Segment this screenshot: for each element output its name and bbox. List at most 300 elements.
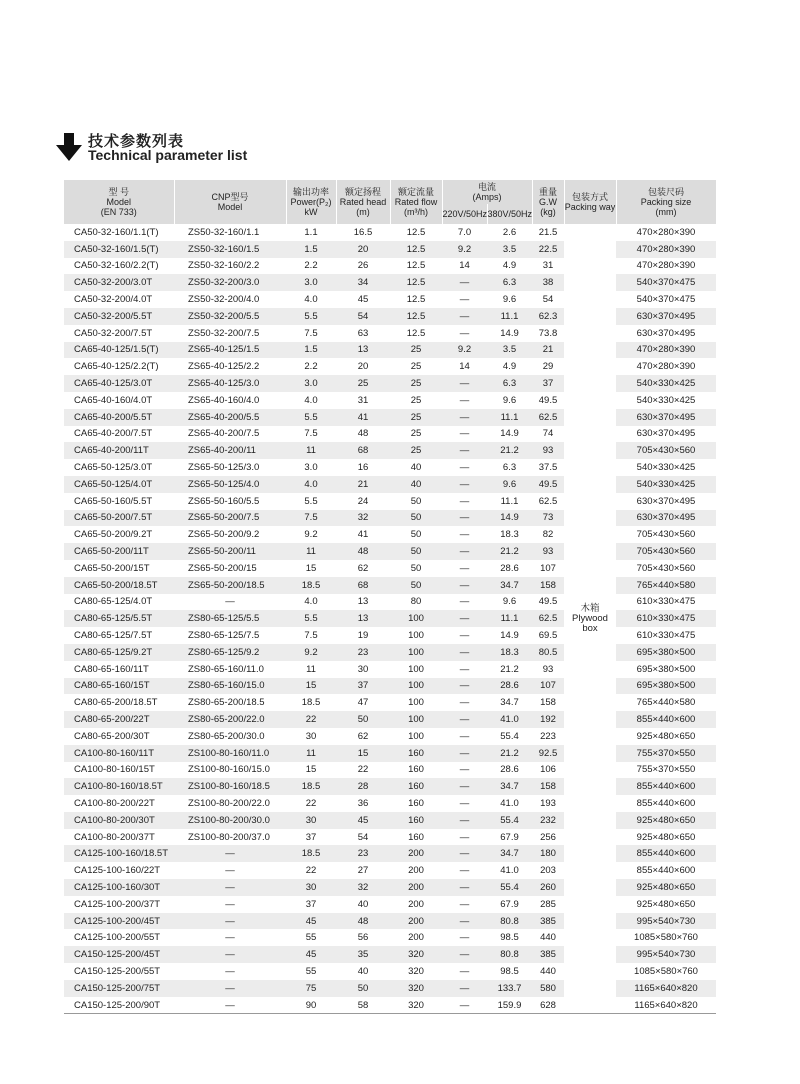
cell-amp220: — [442, 929, 487, 946]
cell-head: 19 [336, 627, 390, 644]
cell-flow: 320 [390, 980, 442, 997]
cell-amp380: 28.6 [487, 762, 532, 779]
cell-power: 4.0 [286, 291, 336, 308]
cell-size: 470×280×390 [616, 224, 716, 241]
table-row [64, 543, 716, 560]
cell-amp380: 55.4 [487, 812, 532, 829]
cell-weight: 21.5 [532, 224, 564, 241]
table-row [64, 661, 716, 678]
cell-cnp: ZS100-80-160/18.5 [174, 778, 286, 795]
cell-size: 925×480×650 [616, 829, 716, 846]
cell-amp220: — [442, 812, 487, 829]
cell-model: CA125-100-200/37T [64, 896, 174, 913]
cell-flow: 160 [390, 778, 442, 795]
cell-model: CA80-65-200/18.5T [64, 694, 174, 711]
table-row [64, 946, 716, 963]
cell-amp380: 6.3 [487, 274, 532, 291]
cell-cnp: ZS65-40-125/3.0 [174, 375, 286, 392]
header-size-cn: 包装尺码 [647, 187, 684, 197]
cell-power: 11 [286, 661, 336, 678]
table-row [64, 829, 716, 846]
cell-flow: 200 [390, 879, 442, 896]
cell-head: 56 [336, 929, 390, 946]
cell-amp220: — [442, 594, 487, 611]
cell-amp380: 14.9 [487, 627, 532, 644]
cell-flow: 12.5 [390, 308, 442, 325]
cell-power: 7.5 [286, 510, 336, 527]
cell-size: 540×330×425 [616, 476, 716, 493]
cell-power: 45 [286, 913, 336, 930]
cell-amp380: 28.6 [487, 560, 532, 577]
table-row [64, 879, 716, 896]
cell-weight: 203 [532, 862, 564, 879]
cell-amp380: 11.1 [487, 610, 532, 627]
cell-model: CA80-65-200/30T [64, 728, 174, 745]
cell-amp380: 98.5 [487, 963, 532, 980]
cell-model: CA65-50-200/18.5T [64, 577, 174, 594]
cell-model: CA125-100-200/45T [64, 913, 174, 930]
cell-flow: 160 [390, 745, 442, 762]
cell-head: 32 [336, 879, 390, 896]
arrow-down-icon [56, 133, 82, 161]
cell-weight: 385 [532, 946, 564, 963]
cell-power: 15 [286, 560, 336, 577]
cell-amp380: 67.9 [487, 896, 532, 913]
cell-flow: 25 [390, 375, 442, 392]
cell-flow: 200 [390, 862, 442, 879]
cell-cnp: ZS65-40-200/5.5 [174, 409, 286, 426]
cell-cnp: ZS100-80-200/30.0 [174, 812, 286, 829]
cell-amp380: 4.9 [487, 258, 532, 275]
cell-amp380: 3.5 [487, 342, 532, 359]
cell-cnp: ZS80-65-125/5.5 [174, 610, 286, 627]
cell-weight: 49.5 [532, 392, 564, 409]
table-row [64, 274, 716, 291]
cell-head: 45 [336, 812, 390, 829]
cell-model: CA100-80-200/30T [64, 812, 174, 829]
cell-flow: 100 [390, 644, 442, 661]
table-row [64, 358, 716, 375]
cell-amp220: — [442, 694, 487, 711]
cell-size: 540×330×425 [616, 375, 716, 392]
cell-cnp: — [174, 594, 286, 611]
cell-cnp: ZS65-40-200/7.5 [174, 426, 286, 443]
cell-weight: 256 [532, 829, 564, 846]
cell-head: 58 [336, 997, 390, 1014]
page-title-en: Technical parameter list [88, 147, 248, 163]
cell-amp380: 41.0 [487, 795, 532, 812]
cell-amp220: 14 [442, 358, 487, 375]
cell-head: 13 [336, 342, 390, 359]
cell-cnp: ZS80-65-200/22.0 [174, 711, 286, 728]
table-row [64, 610, 716, 627]
cell-model: CA150-125-200/90T [64, 997, 174, 1014]
cell-model: CA125-100-160/22T [64, 862, 174, 879]
header-head-en: Rated head [339, 197, 387, 207]
cell-amp380: 80.8 [487, 946, 532, 963]
table-row [64, 694, 716, 711]
cell-size: 755×370×550 [616, 745, 716, 762]
cell-head: 31 [336, 392, 390, 409]
cell-size: 540×330×425 [616, 392, 716, 409]
cell-amp220: — [442, 980, 487, 997]
cell-amp220: — [442, 862, 487, 879]
cell-size: 925×480×650 [616, 812, 716, 829]
cell-cnp: — [174, 963, 286, 980]
cell-cnp: — [174, 913, 286, 930]
cell-cnp: ZS65-50-160/5.5 [174, 493, 286, 510]
cell-flow: 25 [390, 426, 442, 443]
cell-model: CA50-32-160/1.5(T) [64, 241, 174, 258]
cell-amp380: 21.2 [487, 661, 532, 678]
table-row [64, 728, 716, 745]
cell-amp220: — [442, 913, 487, 930]
cell-power: 11 [286, 442, 336, 459]
cell-power: 15 [286, 678, 336, 695]
cell-cnp: ZS50-32-200/7.5 [174, 325, 286, 342]
cell-size: 470×280×390 [616, 342, 716, 359]
cell-amp380: 11.1 [487, 409, 532, 426]
cell-amp380: 98.5 [487, 929, 532, 946]
cell-flow: 25 [390, 342, 442, 359]
cell-model: CA65-50-200/7.5T [64, 510, 174, 527]
cell-amp380: 6.3 [487, 375, 532, 392]
cell-amp380: 34.7 [487, 778, 532, 795]
cell-head: 32 [336, 510, 390, 527]
cell-weight: 80.5 [532, 644, 564, 661]
cell-amp220: 9.2 [442, 241, 487, 258]
cell-cnp: ZS65-50-200/11 [174, 543, 286, 560]
packing-way-cn: 木箱 [580, 602, 600, 614]
cell-model: CA65-50-160/5.5T [64, 493, 174, 510]
cell-cnp: ZS50-32-200/4.0 [174, 291, 286, 308]
cell-size: 705×430×560 [616, 543, 716, 560]
table-row [64, 896, 716, 913]
header-cnp-en: Model [217, 202, 243, 212]
table-row [64, 258, 716, 275]
cell-size: 705×430×560 [616, 526, 716, 543]
header-current [442, 180, 532, 204]
table-row [64, 375, 716, 392]
cell-amp220: — [442, 409, 487, 426]
cell-cnp: — [174, 862, 286, 879]
cell-weight: 92.5 [532, 745, 564, 762]
cell-size: 470×280×390 [616, 241, 716, 258]
cell-flow: 100 [390, 728, 442, 745]
cell-size: 630×370×495 [616, 426, 716, 443]
cell-size: 765×440×580 [616, 577, 716, 594]
table-row [64, 644, 716, 661]
cell-power: 7.5 [286, 426, 336, 443]
cell-amp220: — [442, 476, 487, 493]
cell-flow: 100 [390, 627, 442, 644]
header-model-std: (EN 733) [100, 207, 137, 217]
cell-cnp: — [174, 997, 286, 1014]
table-row [64, 476, 716, 493]
cell-power: 5.5 [286, 610, 336, 627]
cell-amp220: — [442, 795, 487, 812]
cell-power: 3.0 [286, 375, 336, 392]
cell-head: 68 [336, 442, 390, 459]
cell-size: 630×370×495 [616, 308, 716, 325]
table-row [64, 929, 716, 946]
cell-power: 22 [286, 862, 336, 879]
header-weight [532, 180, 564, 224]
cell-weight: 158 [532, 778, 564, 795]
cell-flow: 80 [390, 594, 442, 611]
cell-weight: 223 [532, 728, 564, 745]
cell-power: 11 [286, 745, 336, 762]
header-flow-cn: 额定流量 [397, 187, 434, 197]
cell-size: 925×480×650 [616, 728, 716, 745]
table-row [64, 913, 716, 930]
cell-power: 5.5 [286, 308, 336, 325]
cell-power: 9.2 [286, 644, 336, 661]
cell-flow: 320 [390, 963, 442, 980]
header-flow [390, 180, 442, 224]
cell-cnp: ZS50-32-160/2.2 [174, 258, 286, 275]
cell-amp220: — [442, 291, 487, 308]
cell-size: 855×440×600 [616, 711, 716, 728]
cell-power: 37 [286, 829, 336, 846]
cell-flow: 320 [390, 946, 442, 963]
cell-flow: 12.5 [390, 258, 442, 275]
cell-weight: 62.5 [532, 409, 564, 426]
cell-amp220: — [442, 375, 487, 392]
cell-head: 24 [336, 493, 390, 510]
cell-power: 18.5 [286, 778, 336, 795]
cell-flow: 160 [390, 762, 442, 779]
cell-flow: 12.5 [390, 325, 442, 342]
cell-amp380: 55.4 [487, 728, 532, 745]
cell-power: 5.5 [286, 409, 336, 426]
cell-cnp: ZS65-50-200/18.5 [174, 577, 286, 594]
cell-power: 18.5 [286, 845, 336, 862]
technical-parameter-table [64, 180, 717, 1013]
cell-model: CA80-65-125/4.0T [64, 594, 174, 611]
cell-flow: 25 [390, 358, 442, 375]
cell-flow: 100 [390, 711, 442, 728]
header-model-cn: 型 号 [108, 187, 129, 197]
cell-model: CA65-50-125/3.0T [64, 459, 174, 476]
cell-size: 610×330×475 [616, 627, 716, 644]
cell-size: 630×370×495 [616, 325, 716, 342]
page-title-cn: 技术参数列表 [88, 132, 185, 150]
cell-model: CA80-65-160/11T [64, 661, 174, 678]
table-row [64, 560, 716, 577]
cell-cnp: — [174, 929, 286, 946]
cell-amp380: 159.9 [487, 997, 532, 1014]
cell-flow: 40 [390, 476, 442, 493]
header-model-en: Model [106, 197, 131, 207]
cell-power: 4.0 [286, 594, 336, 611]
cell-model: CA50-32-200/3.0T [64, 274, 174, 291]
table-row [64, 308, 716, 325]
header-current-en: (Amps) [472, 192, 502, 202]
cell-amp380: 3.5 [487, 241, 532, 258]
cell-size: 630×370×495 [616, 409, 716, 426]
cell-amp380: 34.7 [487, 577, 532, 594]
cell-flow: 50 [390, 510, 442, 527]
cell-weight: 21 [532, 342, 564, 359]
cell-head: 62 [336, 560, 390, 577]
cell-cnp: — [174, 879, 286, 896]
cell-size: 1165×640×820 [616, 997, 716, 1014]
cell-amp220: — [442, 661, 487, 678]
cell-weight: 62.5 [532, 493, 564, 510]
cell-head: 37 [336, 678, 390, 695]
table-row [64, 845, 716, 862]
cell-head: 48 [336, 913, 390, 930]
cell-size: 1085×580×760 [616, 963, 716, 980]
cell-head: 54 [336, 829, 390, 846]
cell-head: 47 [336, 694, 390, 711]
cell-model: CA100-80-160/11T [64, 745, 174, 762]
cell-power: 30 [286, 812, 336, 829]
cell-flow: 25 [390, 409, 442, 426]
table-row [64, 442, 716, 459]
cell-flow: 12.5 [390, 274, 442, 291]
cell-head: 50 [336, 980, 390, 997]
cell-amp380: 67.9 [487, 829, 532, 846]
cell-weight: 37 [532, 375, 564, 392]
cell-weight: 93 [532, 442, 564, 459]
cell-amp220: — [442, 577, 487, 594]
cell-power: 37 [286, 896, 336, 913]
cell-amp380: 34.7 [487, 845, 532, 862]
header-power-cn: 输出功率 [292, 187, 329, 197]
cell-model: CA65-40-200/7.5T [64, 426, 174, 443]
cell-head: 13 [336, 610, 390, 627]
cell-amp220: — [442, 762, 487, 779]
cell-head: 40 [336, 963, 390, 980]
header-current-380v: 380V/50Hz [487, 204, 532, 224]
header-current-cn: 电流 [477, 182, 496, 192]
cell-weight: 62.5 [532, 610, 564, 627]
header-head-unit: (m) [356, 207, 370, 217]
table-row [64, 980, 716, 997]
cell-model: CA150-125-200/55T [64, 963, 174, 980]
cell-weight: 69.5 [532, 627, 564, 644]
cell-model: CA65-40-125/1.5(T) [64, 342, 174, 359]
cell-weight: 22.5 [532, 241, 564, 258]
cell-model: CA125-100-160/18.5T [64, 845, 174, 862]
header-power-unit: kW [304, 207, 318, 217]
cell-cnp: ZS50-32-160/1.1 [174, 224, 286, 241]
cell-cnp: — [174, 845, 286, 862]
cell-amp380: 41.0 [487, 711, 532, 728]
cell-amp220: — [442, 963, 487, 980]
cell-flow: 12.5 [390, 241, 442, 258]
cell-cnp: — [174, 896, 286, 913]
cell-weight: 31 [532, 258, 564, 275]
cell-amp380: 11.1 [487, 308, 532, 325]
cell-size: 855×440×600 [616, 795, 716, 812]
cell-power: 18.5 [286, 577, 336, 594]
cell-model: CA80-65-200/22T [64, 711, 174, 728]
cell-amp220: — [442, 543, 487, 560]
cell-size: 540×330×425 [616, 459, 716, 476]
cell-cnp: — [174, 946, 286, 963]
cell-amp380: 80.8 [487, 913, 532, 930]
cell-power: 5.5 [286, 493, 336, 510]
cell-cnp: ZS65-40-160/4.0 [174, 392, 286, 409]
cell-amp380: 14.9 [487, 325, 532, 342]
table-row [64, 762, 716, 779]
cell-head: 13 [336, 594, 390, 611]
cell-weight: 37.5 [532, 459, 564, 476]
cell-weight: 285 [532, 896, 564, 913]
cell-power: 1.5 [286, 241, 336, 258]
table-row [64, 493, 716, 510]
table-row [64, 594, 716, 611]
cell-model: CA150-125-200/75T [64, 980, 174, 997]
table-row [64, 224, 716, 241]
cell-flow: 40 [390, 459, 442, 476]
cell-weight: 440 [532, 963, 564, 980]
table-row [64, 241, 716, 258]
cell-flow: 50 [390, 543, 442, 560]
cell-flow: 25 [390, 392, 442, 409]
cell-power: 1.1 [286, 224, 336, 241]
cell-weight: 82 [532, 526, 564, 543]
cell-model: CA100-80-200/22T [64, 795, 174, 812]
cell-amp220: — [442, 442, 487, 459]
cell-amp380: 6.3 [487, 459, 532, 476]
cell-cnp: ZS80-65-160/15.0 [174, 678, 286, 695]
table-body [64, 224, 716, 1013]
cell-flow: 100 [390, 678, 442, 695]
cell-head: 23 [336, 845, 390, 862]
cell-amp220: — [442, 308, 487, 325]
cell-amp380: 34.7 [487, 694, 532, 711]
cell-model: CA50-32-160/2.2(T) [64, 258, 174, 275]
cell-model: CA65-50-125/4.0T [64, 476, 174, 493]
header-head-cn: 额定扬程 [344, 187, 381, 197]
cell-amp220: — [442, 274, 487, 291]
cell-amp220: — [442, 610, 487, 627]
packing-way-en2: box [582, 622, 598, 634]
cell-amp220: — [442, 997, 487, 1014]
cell-power: 3.0 [286, 459, 336, 476]
cell-flow: 50 [390, 577, 442, 594]
cell-power: 75 [286, 980, 336, 997]
cell-weight: 93 [532, 543, 564, 560]
cell-weight: 260 [532, 879, 564, 896]
cell-amp220: — [442, 459, 487, 476]
cell-model: CA65-40-125/2.2(T) [64, 358, 174, 375]
cell-size: 695×380×500 [616, 644, 716, 661]
cell-size: 705×430×560 [616, 442, 716, 459]
cell-amp220: — [442, 896, 487, 913]
cell-cnp: ZS65-50-125/3.0 [174, 459, 286, 476]
cell-amp220: — [442, 325, 487, 342]
cell-amp380: 14.9 [487, 510, 532, 527]
cell-flow: 200 [390, 845, 442, 862]
cell-amp220: 9.2 [442, 342, 487, 359]
cell-head: 30 [336, 661, 390, 678]
cell-weight: 158 [532, 577, 564, 594]
cell-cnp: ZS65-40-125/1.5 [174, 342, 286, 359]
cell-size: 705×430×560 [616, 560, 716, 577]
cell-model: CA100-80-200/37T [64, 829, 174, 846]
cell-size: 925×480×650 [616, 896, 716, 913]
cell-head: 15 [336, 745, 390, 762]
cell-weight: 580 [532, 980, 564, 997]
cell-weight: 192 [532, 711, 564, 728]
cell-amp220: — [442, 745, 487, 762]
cell-cnp: ZS65-40-200/11 [174, 442, 286, 459]
